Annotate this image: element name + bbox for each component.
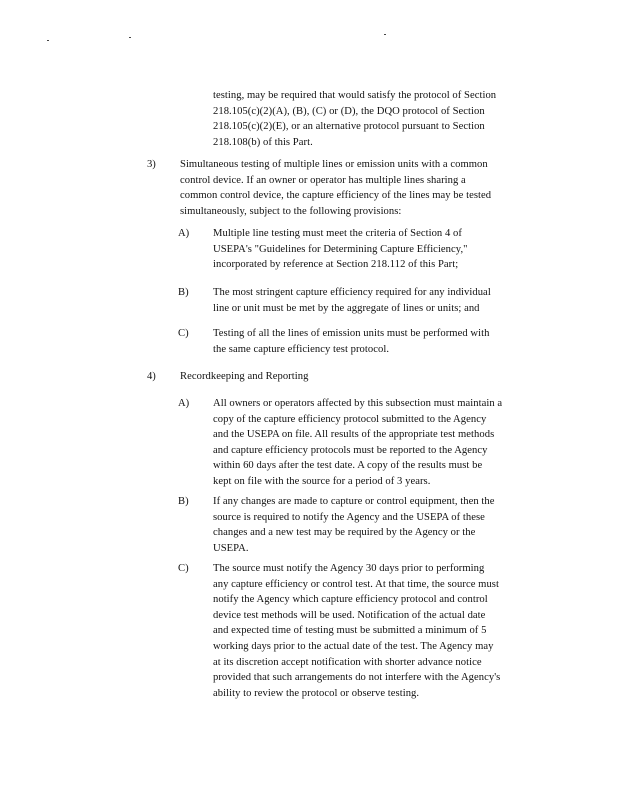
item-3b-marker: B) bbox=[178, 287, 189, 298]
text-line: control device. If an owner or operator has multiple lines sharing a bbox=[180, 174, 466, 186]
text-line: Multiple line testing must meet the criteria of Section 4 of bbox=[213, 228, 462, 239]
section-heading: Recordkeeping and Reporting bbox=[180, 371, 309, 382]
text-line: within 60 days after the test date. A copy of the results must be bbox=[213, 460, 483, 472]
continuation-paragraph bbox=[213, 88, 496, 150]
text-line: the same capture efficiency test protocol. bbox=[213, 343, 390, 355]
text-line: USEPA. bbox=[213, 542, 249, 554]
item-3-paragraph bbox=[180, 157, 491, 219]
text-line: common control device, the capture efficiency of the lines may be tested bbox=[180, 190, 492, 202]
text-line: working days prior to the actual date of the test. The Agency may bbox=[213, 640, 494, 652]
text-line: 218.105(c)(2)(E), or an alternative protocol pursuant to Section bbox=[213, 121, 485, 133]
text-line: incorporated by reference at Section 218.112 of this Part; bbox=[213, 259, 459, 271]
text-line: kept on file with the source for a period of 3 years. bbox=[213, 475, 431, 487]
text-line: USEPA's "Guidelines for Determining Capture Efficiency," bbox=[213, 243, 468, 255]
item-3a-paragraph bbox=[213, 226, 468, 273]
text-line: device test methods will be used. Notification of the actual date bbox=[213, 609, 486, 621]
scan-speck bbox=[384, 34, 386, 35]
text-line: The most stringent capture efficiency required for any individual bbox=[213, 287, 491, 298]
item-4b-marker: B) bbox=[178, 496, 189, 507]
text-line: provided that such arrangements do not interfere with the Agency's bbox=[213, 672, 501, 684]
item-4c-paragraph bbox=[213, 561, 500, 701]
text-line: source is required to notify the Agency and the USEPA of these bbox=[213, 511, 485, 523]
item-4b-paragraph bbox=[213, 494, 495, 556]
item-4-heading bbox=[180, 369, 308, 385]
text-line: Simultaneous testing of multiple lines or emission units with a common bbox=[180, 159, 488, 170]
item-3a-marker: A) bbox=[178, 228, 190, 239]
text-line: at its discretion accept notification with shorter advance notice bbox=[213, 656, 482, 668]
scan-speck bbox=[47, 40, 49, 41]
item-4c-marker: C) bbox=[178, 563, 189, 574]
scan-speck bbox=[129, 37, 131, 38]
item-4a-paragraph bbox=[213, 396, 502, 490]
text-line: 218.108(b) of this Part. bbox=[213, 136, 313, 148]
text-line: changes and a new test may be required by the Agency or the bbox=[213, 527, 476, 539]
text-line: and capture efficiency protocols must be reported to the Agency bbox=[213, 444, 488, 456]
text-line: notify the Agency which capture efficiency protocol and control bbox=[213, 594, 488, 606]
item-3-marker: 3) bbox=[147, 159, 156, 170]
text-line: All owners or operators affected by this subsection must maintain a bbox=[213, 398, 503, 409]
text-line: line or unit must be met by the aggregate of lines or units; and bbox=[213, 302, 480, 314]
text-line: testing, may be required that would satisfy the protocol of Section bbox=[213, 90, 497, 101]
text-line: ability to review the protocol or observe testing. bbox=[213, 687, 420, 699]
text-line: The source must notify the Agency 30 days prior to performing bbox=[213, 563, 485, 574]
text-line: any capture efficiency or control test. At that time, the source must bbox=[213, 578, 499, 590]
item-3b-paragraph bbox=[213, 285, 491, 316]
item-3c-marker: C) bbox=[178, 328, 189, 339]
text-line: 218.105(c)(2)(A), (B), (C) or (D), the DQO protocol of Section bbox=[213, 105, 485, 117]
text-line: and expected time of testing must be submitted a minimum of 5 bbox=[213, 625, 487, 637]
item-3c-paragraph bbox=[213, 326, 489, 357]
text-line: and the USEPA on file. All results of the appropriate test methods bbox=[213, 429, 495, 441]
text-line: copy of the capture efficiency protocol submitted to the Agency bbox=[213, 413, 487, 425]
text-line: Testing of all the lines of emission units must be performed with bbox=[213, 328, 490, 339]
text-line: simultaneously, subject to the following provisions: bbox=[180, 205, 402, 217]
text-line: If any changes are made to capture or control equipment, then the bbox=[213, 496, 495, 507]
item-4a-marker: A) bbox=[178, 398, 190, 409]
item-4-marker: 4) bbox=[147, 371, 156, 382]
